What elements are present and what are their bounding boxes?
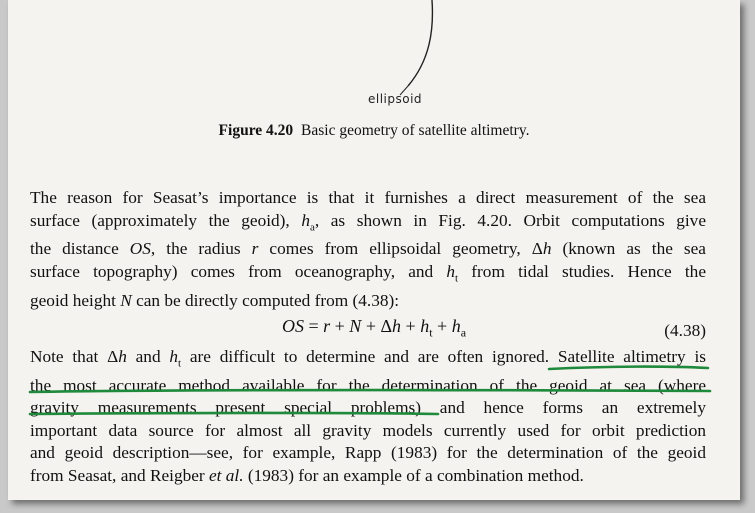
paragraph-seasat-importance <box>30 187 706 312</box>
paragraph2-line: gravity measurements present special problems) and hence forms an extremely <box>30 398 706 418</box>
figure-caption <box>8 122 740 140</box>
paragraph-altimetry-accuracy <box>30 346 706 487</box>
equation-number: (4.38) <box>664 321 706 340</box>
paragraph1-line: the distance OS, the radius r comes from ellipsoidal geometry, Δh (known as the sea <box>30 239 706 259</box>
figure-caption-text: Basic geometry of satellite altimetry. <box>301 122 530 139</box>
paragraph2-line: from Seasat, and Reigber et al. (1983) for an example of a combination method. <box>30 465 584 485</box>
paragraph1-line: surface topography) comes from oceanography, and $h_t$ from tidal studies. Hence the <box>30 261 706 285</box>
figure-caption-number: Figure 4.20 <box>218 122 294 139</box>
figure-label-ellipsoid: ellipsoid <box>368 92 423 106</box>
paragraph1-line: surface (approximately the geoid), $h_a$, as shown in Fig. 4.20. Orbit computations give <box>30 210 706 233</box>
equation-4-38: OS = $r + N + \Delta h + h_t + h_a$ <box>281 316 467 340</box>
paragraph2-line: and geoid description—see, for example, Rapp (1983) for the determination of the geoid <box>30 443 706 463</box>
ellipsoid-curve <box>408 0 432 86</box>
paragraph2-line: Note that Δh and $h_t$ are difficult to determine and are often ignored. Satellite altimetry is <box>30 347 706 370</box>
paragraph2-line: important data source for almost all gravity models currently used for orbit prediction <box>30 420 706 440</box>
paragraph1-line: The reason for Seasat’s importance is that it furnishes a direct measurement of the sea <box>30 188 706 207</box>
document-page <box>8 0 740 500</box>
paragraph2-line: the most accurate method available for the determination of the geoid at sea (where <box>30 375 706 395</box>
paragraph1-line: geoid height N can be directly computed from (4.38): <box>30 290 400 310</box>
